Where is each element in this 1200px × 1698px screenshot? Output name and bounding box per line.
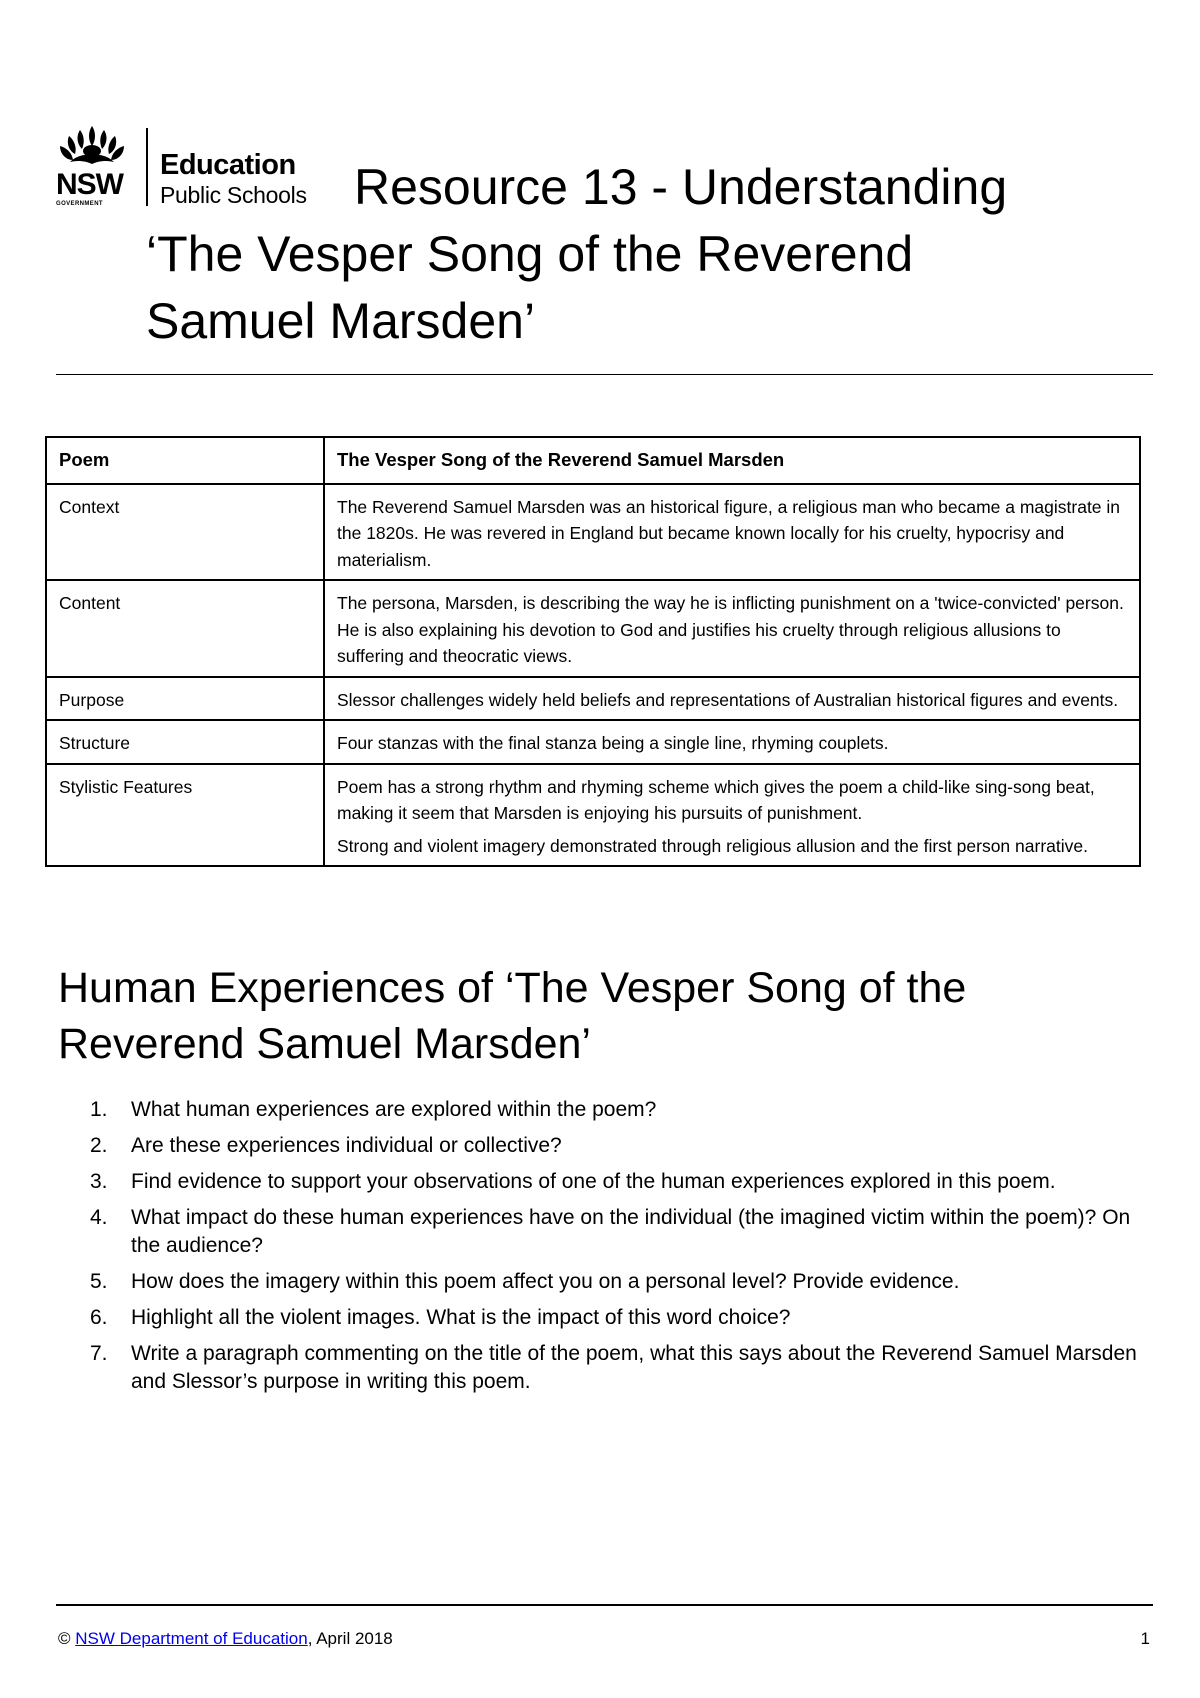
question-text: Write a paragraph commenting on the title of the poem, what this says about the Reverend Samuel Marsden and Slessor’s purpose in writing this poem. <box>131 1342 1137 1393</box>
question-text: What impact do these human experiences have on the individual (the imagined victim within the poem)? On the audience? <box>131 1206 1131 1257</box>
row-value <box>324 580 1140 677</box>
table-row <box>46 720 1140 764</box>
table-row <box>46 764 1140 867</box>
nsw-wordmark: NSW <box>56 168 123 201</box>
title-line-3: Samuel Marsden’ <box>146 293 536 349</box>
question-number: 6. <box>90 1306 108 1329</box>
row-label: Content <box>46 580 324 677</box>
table-header-label: Poem <box>46 437 324 484</box>
row-paragraph: Strong and violent imagery demonstrated through religious allusion and the first person narrative. <box>337 835 1088 856</box>
footer-date: , April 2018 <box>307 1629 393 1648</box>
question-number: 3. <box>90 1170 108 1193</box>
question-text: Find evidence to support your observations of one of the human experiences explored in this poem. <box>131 1170 1056 1193</box>
question-number: 2. <box>90 1134 108 1157</box>
page-number: 1 <box>1140 1629 1150 1648</box>
table-row <box>46 484 1140 581</box>
question-number: 4. <box>90 1206 108 1229</box>
education-wordmark: Education <box>160 149 296 181</box>
copyright-symbol: © <box>58 1629 76 1648</box>
header-divider <box>56 374 1153 375</box>
section-heading <box>58 960 1158 1072</box>
row-label: Context <box>46 484 324 581</box>
list-item <box>90 1304 1150 1332</box>
section-heading-line-2: Reverend Samuel Marsden’ <box>58 1020 591 1068</box>
question-text: How does the imagery within this poem affect you on a personal level? Provide evidence. <box>131 1270 960 1293</box>
list-item <box>90 1168 1150 1196</box>
row-paragraph: Four stanzas with the final stanza being a single line, rhyming couplets. <box>337 733 889 753</box>
row-paragraph: The persona, Marsden, is describing the way he is inflicting punishment on a 'twice-convicted' person. He is also explaining his devotion to God and justifies his cruelty through religious allusions to suffering and theocratic views. <box>337 593 1124 666</box>
page-footer <box>58 1628 1152 1650</box>
list-item <box>90 1340 1150 1396</box>
question-list <box>90 1096 1150 1404</box>
table-row <box>46 580 1140 677</box>
poem-overview-table <box>45 436 1141 867</box>
row-paragraph: Poem has a strong rhythm and rhyming scheme which gives the poem a child-like sing-song beat, making it seem that Marsden is enjoying his pursuits of punishment. <box>337 776 1095 823</box>
list-item <box>90 1132 1150 1160</box>
row-value <box>324 484 1140 581</box>
table-header-value: The Vesper Song of the Reverend Samuel Marsden <box>324 437 1140 484</box>
question-number: 5. <box>90 1270 108 1293</box>
list-item <box>90 1204 1150 1260</box>
government-wordmark: GOVERNMENT <box>56 201 104 207</box>
section-heading-line-1: Human Experiences of ‘The Vesper Song of the <box>58 964 967 1012</box>
document-title <box>146 154 1146 355</box>
row-paragraph: Slessor challenges widely held beliefs and representations of Australian historical figures and events. <box>337 689 1119 710</box>
question-number: 1. <box>90 1098 108 1121</box>
row-label: Structure <box>46 720 324 764</box>
question-text: Highlight all the violent images. What is the impact of this word choice? <box>131 1306 791 1329</box>
row-value <box>324 720 1140 764</box>
table-row <box>46 677 1140 721</box>
question-number: 7. <box>90 1342 108 1365</box>
footer-divider <box>56 1604 1153 1606</box>
table-header-row <box>46 437 1140 484</box>
row-label: Stylistic Features <box>46 764 324 867</box>
question-text: Are these experiences individual or collective? <box>131 1134 562 1157</box>
title-line-2: ‘The Vesper Song of the Reverend <box>146 226 914 282</box>
nsw-department-link[interactable]: NSW Department of Education <box>75 1629 308 1648</box>
list-item <box>90 1096 1150 1124</box>
row-value <box>324 677 1140 721</box>
row-paragraph: The Reverend Samuel Marsden was an historical figure, a religious man who became a magistrate in the 1820s. He was revered in England but became known locally for his cruelty, hypocrisy and materialism. <box>337 496 1121 570</box>
title-line-1: Resource 13 - Understanding <box>354 159 1008 215</box>
row-value <box>324 764 1140 867</box>
public-schools-wordmark: Public Schools <box>160 182 307 208</box>
row-label: Purpose <box>46 677 324 721</box>
question-text: What human experiences are explored within the poem? <box>131 1098 657 1121</box>
list-item <box>90 1268 1150 1296</box>
